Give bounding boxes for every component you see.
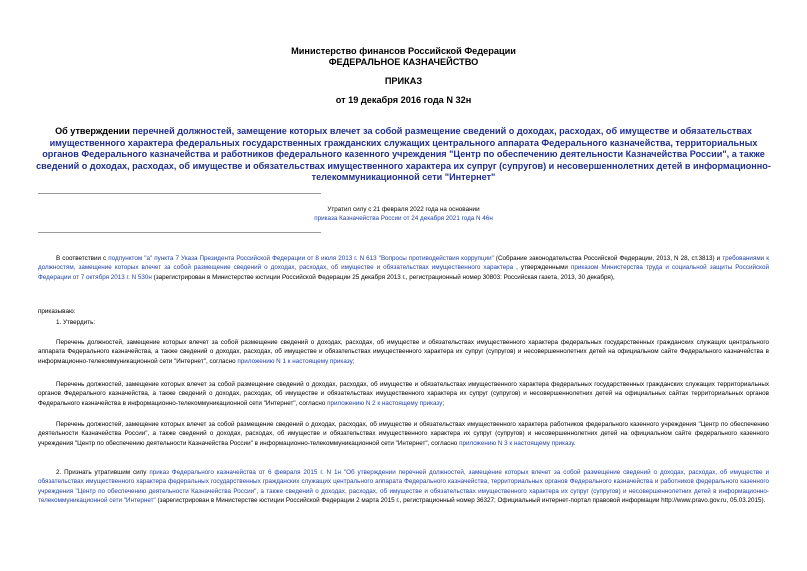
item-2-text-1: 2. Признать утратившим силу (56, 469, 150, 476)
appendix-3-link[interactable]: приложению N 3 к настоящему приказу (459, 439, 574, 447)
appendix-1-link[interactable]: приложению N 1 к настоящему приказу (237, 357, 353, 365)
order-word (38, 307, 769, 316)
status-note (0, 205, 807, 224)
list-item-3 (38, 420, 769, 448)
item-2-text-2: (зарегистрирован в Министерстве юстиции Российской Федерации 2 марта 2015 г., регистрационный номер 36327; Официальный интернет-портал правовой информации http://www.pravo.gov.ru, 05.03.2015). (155, 497, 766, 505)
list-item-1 (38, 338, 769, 366)
list-item-2-end: ; (442, 399, 445, 407)
status-note-text: Утратил силу с 21 февраля 2022 года на основании (327, 206, 480, 213)
decree-link[interactable]: подпунктом "а" пункта 7 Указа Президента Российской Федерации от 8 июля 2013 г. N 613 "Вопросы противодействия коррупции" (108, 255, 494, 262)
list-item-3-text: Перечень должностей, замещение которых влечет за собой размещение сведений о доходах, расходах, об имуществе и обязательствах имущественного характера работников федерального казенного учреждения "Центр по обеспечению деятельности Казначейства России", а также сведений о доходах, расходах, об имуществе и обязательствах имущественного характера их супруг (супругов) и несовершеннолетних детей на официальном сайте федерального казенного учреждения "Центр по обеспечению деятельности Казначейства России" в информационно-телекоммуникационной сети "Интернет", согласно (38, 421, 769, 447)
appendix-2-link[interactable]: приложению N 2 к настоящему приказу (327, 399, 443, 407)
list-item-3-end: . (573, 439, 576, 447)
item-1-heading (38, 318, 769, 327)
issuer-block (0, 46, 807, 68)
divider-bottom (38, 232, 321, 233)
item-2-paragraph (38, 468, 769, 506)
requirements-link[interactable]: требованиями к должностям, замещение которых влечет за собой размещение сведений о доходах, расходах, об имуществе и обязательствах имущественного характера (38, 255, 770, 272)
repealed-order-link[interactable]: приказ Федерального казначейства от 6 февраля 2015 г. N 1н "Об утверждении перечней должностей, замещение которых влечет за собой размещение сведений о доходах, расходах, об имуществе и обязательствах имущественного характера федеральных государственных гражданских служащих центрального аппарата Федерального казначейства, территориальных органов Федерального казначейства и работников федерального казенного учреждения "Центр по обеспечению деятельности Казначейства России", а также сведений о доходах, расходах, об имуществе и обязательствах имущественного характера их супруг (супругов) и несовершеннолетних детей в информационно-телекоммуникационной сети "Интернет" (38, 469, 769, 505)
ministry-name: Министерство финансов Российской Федерации (291, 46, 516, 56)
list-item-1-text: Перечень должностей, замещение которых влечет за собой размещение сведений о доходах, расходах, об имуществе и обязательствах имущественного характера федеральных государственных гражданских служащих центрального аппарата Федерального казначейства, а также сведений о доходах, расходах, об имуществе и обязательствах имущественного характера их супруг (супругов) и несовершеннолетних детей на официальном сайте Федерального казначейства в информационно-телекоммуникационной сети "Интернет", согласно (38, 339, 769, 365)
order-word-text: приказываю: (38, 308, 76, 315)
preamble-text-4: (зарегистрирован в Министерстве юстиции Российской Федерации 25 декабря 2013 г., регистрационный номер 30803: Российская газета, 2013, 30 декабря), (151, 273, 615, 281)
treasury-name: ФЕДЕРАЛЬНОЕ КАЗНАЧЕЙСТВО (328, 57, 479, 67)
repeal-order-link[interactable]: приказа Казначейства России от 24 декабря 2021 года N 46н (314, 215, 493, 223)
list-item-1-end: ; (352, 357, 355, 365)
document-date: от 19 декабря 2016 года N 32н (335, 95, 472, 105)
preamble-text-1: В соответствии с (56, 255, 109, 262)
mintrud-order-link[interactable]: приказом Министерства труда и социальной защиты Российской Федерации от 7 октября 2013 г. N 530н (38, 264, 769, 281)
divider-top (38, 193, 321, 194)
title-link[interactable]: перечней должностей, замещение которых влечет за собой размещение сведений о доходах, расходах, об имуществе и обязательствах имущественного характера федеральных государственных гражданских служащих центрального аппарата Федерального казначейства, территориальных органов Федерального казначейства и работников федерального казенного учреждения "Центр по обеспечению деятельности Казначейства России", а также сведений о доходах, расходах, об имуществе и обязательствах имущественного характера их супруг (супругов) и несовершеннолетних детей в информационно-телекоммуникационной сети "Интернет" (36, 126, 771, 183)
preamble-text-3: , утвержденными (513, 264, 571, 272)
document-title (36, 126, 771, 184)
preamble-paragraph (38, 254, 769, 282)
title-prefix: Об утверждении (55, 126, 133, 136)
list-item-2 (38, 380, 769, 408)
list-item-2-text: Перечень должностей, замещение которых влечет за собой размещение сведений о доходах, расходах, об имуществе и обязательствах имущественного характера федеральных государственных гражданских служащих территориальных органов Федерального казначейства, а также сведений о доходах, расходах, об имуществе и обязательствах имущественного характера их супруг (супругов) и несовершеннолетних детей на официальных сайтах территориальных органов Федерального казначейства в информационно-телекоммуникационной сети "Интернет", согласно (38, 381, 769, 407)
preamble-text-2: (Собрание законодательства Российской Федерации, 2013, N 28, ст.3813) и (493, 255, 723, 262)
item-1-text: 1. Утвердить: (56, 319, 96, 326)
document-type: ПРИКАЗ (384, 76, 423, 86)
